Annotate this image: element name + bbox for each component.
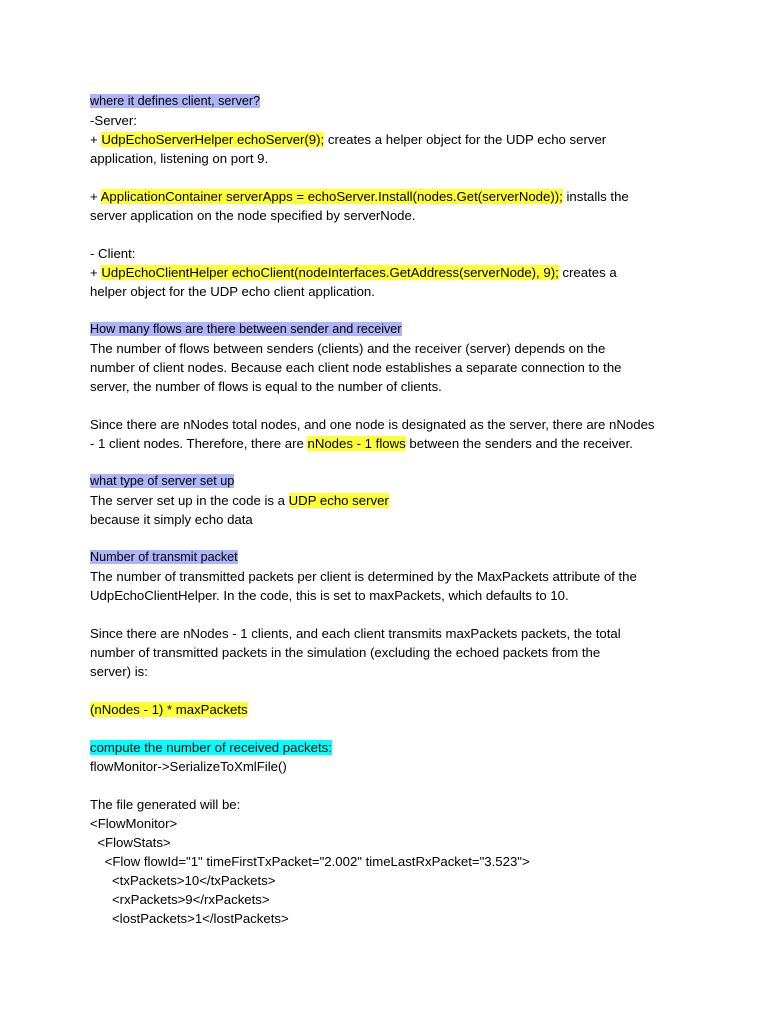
paragraph-line: because it simply echo data: [90, 512, 253, 527]
client-line-1: + UdpEchoClientHelper echoClient(nodeInterfaces.GetAddress(serverNode), 9); creates a: [90, 265, 617, 280]
code-highlight: UdpEchoServerHelper echoServer(9);: [101, 132, 325, 147]
paragraph-line: The number of flows between senders (clients) and the receiver (server) depends on the: [90, 341, 606, 356]
answer-highlight: (nNodes - 1) * maxPackets: [90, 702, 248, 717]
paragraph-line: The number of transmitted packets per client is determined by the MaxPackets attribute of the: [90, 569, 637, 584]
document-body: [90, 92, 690, 928]
code-line: flowMonitor->SerializeToXmlFile(): [90, 759, 287, 774]
paragraph-line: - 1 client nodes. Therefore, there are nNodes - 1 flows between the senders and the receiver.: [90, 436, 633, 451]
server-label: -Server:: [90, 113, 137, 128]
xml-line: <txPackets>10</txPackets>: [90, 873, 276, 888]
xml-line: <rxPackets>9</rxPackets>: [90, 892, 270, 907]
paragraph-line: UdpEchoClientHelper. In the code, this is set to maxPackets, which defaults to 10.: [90, 588, 569, 603]
paragraph-line: The file generated will be:: [90, 797, 241, 812]
server-line-2: + ApplicationContainer serverApps = echoServer.Install(nodes.Get(serverNode)); installs the: [90, 189, 629, 204]
paragraph-line: server) is:: [90, 664, 148, 679]
xml-line: <FlowMonitor>: [90, 816, 178, 831]
answer-highlight: nNodes - 1 flows: [307, 436, 406, 451]
xml-line: <Flow flowId="1" timeFirstTxPacket="2.002" timeLastRxPacket="3.523">: [90, 854, 530, 869]
question-heading: where it defines client, server?: [90, 94, 261, 108]
paragraph-line: number of transmitted packets in the simulation (excluding the echoed packets from the: [90, 645, 601, 660]
client-label: - Client:: [90, 246, 136, 261]
code-highlight: UdpEchoClientHelper echoClient(nodeInterfaces.GetAddress(serverNode), 9);: [101, 265, 559, 280]
question-heading: compute the number of received packets:: [90, 740, 332, 755]
question-heading: what type of server set up: [90, 474, 235, 488]
paragraph-line: number of client nodes. Because each client node establishes a separate connection to the: [90, 360, 622, 375]
code-highlight: ApplicationContainer serverApps = echoServer.Install(nodes.Get(serverNode));: [100, 189, 563, 204]
server-line-1-cont: application, listening on port 9.: [90, 151, 269, 166]
paragraph-line: Since there are nNodes - 1 clients, and each client transmits maxPackets packets, the total: [90, 626, 621, 641]
server-line-2-cont: server application on the node specified by serverNode.: [90, 208, 416, 223]
paragraph-line: Since there are nNodes total nodes, and one node is designated as the server, there are nNodes: [90, 417, 655, 432]
xml-line: <FlowStats>: [90, 835, 171, 850]
server-line-1: + UdpEchoServerHelper echoServer(9); creates a helper object for the UDP echo server: [90, 132, 607, 147]
answer-highlight: UDP echo server: [288, 493, 389, 508]
formula-line: [90, 700, 690, 719]
question-heading: Number of transmit packet: [90, 550, 238, 564]
client-line-1-cont: helper object for the UDP echo client application.: [90, 284, 375, 299]
paragraph-line: The server set up in the code is a UDP echo server: [90, 493, 389, 508]
question-heading: How many flows are there between sender and receiver: [90, 322, 402, 336]
paragraph-line: server, the number of flows is equal to the number of clients.: [90, 379, 442, 394]
xml-line: <lostPackets>1</lostPackets>: [90, 911, 289, 926]
